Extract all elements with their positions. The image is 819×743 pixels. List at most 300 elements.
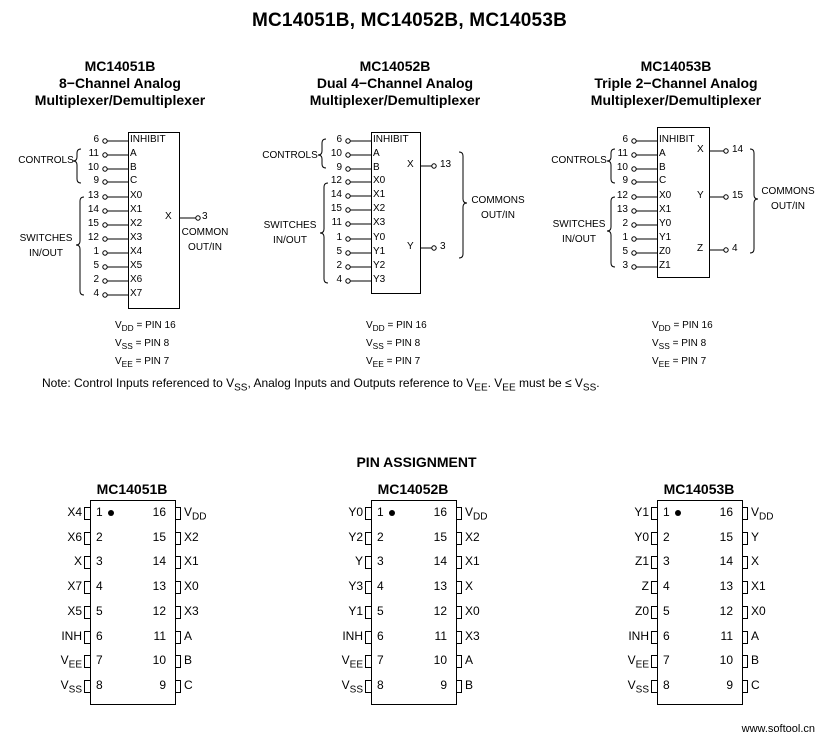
pin-signal: Z bbox=[641, 579, 649, 594]
pin-stub bbox=[175, 606, 181, 619]
pin-assignment-heading: PIN ASSIGNMENT bbox=[356, 454, 477, 470]
heading-line: Multiplexer/Demultiplexer bbox=[590, 92, 762, 108]
pin-signal: A bbox=[751, 628, 760, 643]
label-line: IN/OUT bbox=[562, 234, 596, 245]
pin-number: 9 bbox=[159, 677, 166, 692]
pin-number: 9 bbox=[336, 162, 342, 173]
heading-line: 8−Channel Analog bbox=[58, 75, 181, 91]
common-label bbox=[180, 225, 230, 255]
pin-signal: X3 bbox=[465, 628, 480, 643]
pin-left-label bbox=[597, 604, 649, 618]
pin-label: Z1 bbox=[659, 260, 671, 271]
pin-signal: X bbox=[751, 554, 760, 569]
pin-number: 2 bbox=[336, 260, 342, 271]
pin-signal-sub: DD bbox=[192, 511, 207, 523]
vdd-pin: $V_{DD}$ = PIN 16 bbox=[115, 320, 176, 333]
pin-number: 3 bbox=[202, 211, 208, 222]
pin-signal: Y bbox=[751, 529, 760, 544]
pin-signal: V bbox=[751, 505, 760, 519]
pin-number: 12 bbox=[616, 190, 628, 201]
pin-number: 10 bbox=[152, 653, 166, 668]
pin-right-label bbox=[184, 629, 192, 643]
pin-number: 4 bbox=[663, 579, 670, 594]
pin-left-label bbox=[597, 629, 649, 643]
pin-number: 4 bbox=[377, 579, 384, 594]
pin-left-label bbox=[30, 604, 82, 618]
power-pins bbox=[366, 318, 427, 372]
label-line: OUT/IN bbox=[188, 242, 222, 253]
vss-pin: $V_{SS}$ = PIN 8 bbox=[652, 338, 707, 351]
pin-right-label bbox=[465, 554, 480, 568]
label-line: OUT/IN bbox=[771, 201, 805, 212]
pin-left-label bbox=[311, 678, 363, 695]
pin-number: 13 bbox=[433, 579, 447, 594]
pin-signal: A bbox=[184, 628, 193, 643]
vss-pin: $V_{SS}$ = PIN 8 bbox=[366, 338, 421, 351]
pin-label: X3 bbox=[373, 217, 386, 228]
package-title: MC14052B bbox=[377, 481, 449, 497]
pin-number: 15 bbox=[433, 529, 447, 544]
pin-number: 3 bbox=[663, 554, 670, 569]
pin-signal: Z1 bbox=[634, 554, 649, 569]
pin-number: 13 bbox=[719, 579, 733, 594]
pin-signal-sub: EE bbox=[349, 659, 363, 671]
pin-signal: INH bbox=[628, 628, 649, 643]
pin-number: 13 bbox=[616, 204, 628, 215]
pin-label: Y2 bbox=[373, 260, 386, 271]
pin-number: 11 bbox=[434, 628, 447, 643]
label-line: COMMON bbox=[181, 227, 229, 238]
pin-signal: V bbox=[60, 677, 69, 692]
heading-line: Multiplexer/Demultiplexer bbox=[34, 92, 206, 108]
pin-stub bbox=[742, 655, 748, 668]
pin-left-label bbox=[597, 653, 649, 670]
vdd-pin: $V_{DD}$ = PIN 16 bbox=[366, 320, 427, 333]
page-title: MC14051B, MC14052B, MC14053B bbox=[251, 10, 568, 31]
pin-label: X1 bbox=[659, 204, 672, 215]
pin-number: 14 bbox=[330, 189, 342, 200]
pin-signal: INH bbox=[61, 628, 82, 643]
pin-number: 15 bbox=[719, 529, 733, 544]
pin-number: 8 bbox=[377, 677, 384, 692]
pin-signal: Y1 bbox=[634, 505, 649, 519]
pin-number: 12 bbox=[87, 232, 99, 243]
pin-number: 11 bbox=[617, 148, 628, 159]
label-line: SWITCHES bbox=[19, 233, 73, 244]
pin-signal: X0 bbox=[184, 579, 199, 594]
pin-signal-sub: SS bbox=[635, 684, 649, 696]
pin-number: 12 bbox=[152, 603, 166, 618]
pin-number: 3 bbox=[96, 554, 103, 569]
label-line: IN/OUT bbox=[273, 235, 307, 246]
pin-stub bbox=[651, 655, 657, 668]
pin-label: Y0 bbox=[659, 218, 672, 229]
pin-right-label bbox=[465, 579, 473, 593]
pin-number: 4 bbox=[732, 243, 738, 254]
pin-signal: V bbox=[341, 653, 350, 668]
pin-signal: INH bbox=[342, 628, 363, 643]
label-line: SWITCHES bbox=[263, 220, 317, 231]
pin-signal: V bbox=[465, 505, 474, 519]
pin-number: 9 bbox=[440, 677, 447, 692]
pin-left-label bbox=[311, 579, 363, 593]
pin1-dot bbox=[389, 510, 395, 516]
pin-stub bbox=[84, 655, 90, 668]
pin-left-label bbox=[311, 530, 363, 544]
pin-number: 15 bbox=[87, 218, 99, 229]
pin-right-label bbox=[465, 629, 480, 643]
pin-number: 11 bbox=[153, 628, 166, 643]
pin-number: 6 bbox=[336, 134, 342, 145]
pin-label: Z0 bbox=[659, 246, 671, 257]
pin-stub bbox=[742, 606, 748, 619]
pin-right-label bbox=[751, 505, 773, 522]
pin-number: 10 bbox=[719, 653, 733, 668]
pin-signal: X2 bbox=[184, 529, 199, 544]
pin-number: 9 bbox=[726, 677, 733, 692]
pin-right-label bbox=[184, 530, 199, 544]
pin-label: X0 bbox=[659, 190, 672, 201]
pin-stub bbox=[651, 556, 657, 569]
pin-number: 10 bbox=[433, 653, 447, 668]
pin-number: 2 bbox=[663, 529, 670, 544]
pin-stub bbox=[84, 631, 90, 644]
pin-signal: X3 bbox=[184, 603, 199, 618]
pin-number: 2 bbox=[93, 274, 99, 285]
heading-line: Multiplexer/Demultiplexer bbox=[309, 92, 481, 108]
pin-number: 5 bbox=[663, 603, 670, 618]
pin-left-label bbox=[311, 505, 363, 519]
pin-number: 5 bbox=[622, 246, 628, 257]
pin-number: 9 bbox=[93, 175, 99, 186]
label-line: SWITCHES bbox=[552, 219, 606, 230]
pin-number: 15 bbox=[152, 529, 166, 544]
pin-stub bbox=[365, 581, 371, 594]
pin-right-label bbox=[751, 629, 759, 643]
pin-signal: Z0 bbox=[634, 603, 649, 618]
power-pins bbox=[652, 318, 713, 372]
pin-stub bbox=[84, 556, 90, 569]
pin-stub bbox=[84, 680, 90, 693]
pin-right-label bbox=[751, 554, 759, 568]
pin-stub bbox=[742, 631, 748, 644]
pin-label: Y1 bbox=[373, 246, 386, 257]
pin-number: 12 bbox=[330, 175, 342, 186]
pin-label: X2 bbox=[373, 203, 386, 214]
pin-left-label bbox=[311, 629, 363, 643]
pin-signal: V bbox=[60, 653, 69, 668]
commons-label bbox=[758, 184, 818, 214]
pin-left-label bbox=[30, 579, 82, 593]
pin-label: X6 bbox=[130, 274, 143, 285]
pin-number: 16 bbox=[719, 505, 733, 519]
pin-number: 11 bbox=[720, 628, 733, 643]
pin-stub bbox=[742, 532, 748, 545]
pin-label: X5 bbox=[130, 260, 143, 271]
pin-stub bbox=[651, 606, 657, 619]
power-pins bbox=[115, 318, 176, 372]
pin-label: INHIBIT bbox=[659, 134, 695, 145]
pin-stub bbox=[742, 680, 748, 693]
pin-number: 11 bbox=[331, 217, 342, 228]
pin-signal: X4 bbox=[67, 505, 82, 519]
pin-signal: X bbox=[73, 554, 82, 569]
pin-label: Y3 bbox=[373, 274, 386, 285]
pin-signal: X2 bbox=[465, 529, 480, 544]
pin-stub bbox=[651, 680, 657, 693]
pin-stub bbox=[651, 532, 657, 545]
pin-number: 15 bbox=[732, 190, 744, 201]
pin-stub bbox=[365, 532, 371, 545]
pin-label: C bbox=[659, 175, 667, 186]
pin-number: 13 bbox=[87, 190, 99, 201]
pin-stub bbox=[456, 581, 462, 594]
pin-stub bbox=[84, 532, 90, 545]
vee-pin: $V_{EE}$ = PIN 7 bbox=[652, 356, 707, 369]
controls-label: CONTROLS bbox=[262, 150, 318, 161]
pin-number: 8 bbox=[96, 677, 103, 692]
pin-number: 13 bbox=[440, 159, 452, 170]
pin-signal: V bbox=[627, 677, 636, 692]
pin-number: 14 bbox=[719, 554, 733, 569]
pin-left-label bbox=[597, 554, 649, 568]
switches-label bbox=[262, 218, 318, 248]
pin-number: 6 bbox=[622, 134, 628, 145]
pin-number: 1 bbox=[663, 505, 670, 519]
pin-signal: B bbox=[751, 653, 760, 668]
pin-right-label bbox=[184, 604, 199, 618]
pin-number: 3 bbox=[440, 241, 446, 252]
pin-number: 4 bbox=[93, 288, 99, 299]
label-line: IN/OUT bbox=[29, 248, 63, 259]
pin-signal: V bbox=[341, 677, 350, 692]
switches-label bbox=[18, 231, 74, 261]
pin-stub bbox=[456, 680, 462, 693]
vss-pin: $V_{SS}$ = PIN 8 bbox=[115, 338, 170, 351]
pin-right-label bbox=[751, 604, 766, 618]
pin-label: Y bbox=[697, 190, 704, 201]
pin-right-label bbox=[751, 579, 766, 593]
pin-stub bbox=[175, 507, 181, 520]
pin-right-label bbox=[751, 678, 760, 692]
pin-stub bbox=[365, 631, 371, 644]
vee-pin: $V_{EE}$ = PIN 7 bbox=[366, 356, 421, 369]
pin-signal-sub: EE bbox=[68, 659, 82, 671]
pin-left-label bbox=[30, 678, 82, 695]
pin-number: 15 bbox=[330, 203, 342, 214]
pin-signal-sub: SS bbox=[349, 684, 363, 696]
pin-number: 5 bbox=[377, 603, 384, 618]
pin-stub bbox=[175, 556, 181, 569]
controls-label: CONTROLS bbox=[18, 155, 74, 166]
pin-number: 3 bbox=[377, 554, 384, 569]
pin-left-label bbox=[30, 530, 82, 544]
pin-stub bbox=[365, 507, 371, 520]
pin-stub bbox=[742, 556, 748, 569]
pin-signal: C bbox=[751, 677, 760, 692]
pin-signal: X1 bbox=[465, 554, 480, 569]
pin-stub bbox=[651, 631, 657, 644]
pin-right-label bbox=[184, 554, 199, 568]
pin-left-label bbox=[597, 530, 649, 544]
pin-label: X2 bbox=[130, 218, 143, 229]
pin-stub bbox=[175, 532, 181, 545]
pin-label: B bbox=[659, 162, 666, 173]
pin-label: X bbox=[165, 211, 172, 222]
pin-stub bbox=[175, 631, 181, 644]
pin-number: 2 bbox=[377, 529, 384, 544]
pin-label: X4 bbox=[130, 246, 143, 257]
pin-signal: Y0 bbox=[348, 505, 363, 519]
vdd-pin: $V_{DD}$ = PIN 16 bbox=[652, 320, 713, 333]
pin-right-label bbox=[465, 604, 480, 618]
pin-label: X bbox=[697, 144, 704, 155]
pin-stub bbox=[456, 532, 462, 545]
pin-stub bbox=[742, 507, 748, 520]
pin1-dot bbox=[108, 510, 114, 516]
pin-stub bbox=[84, 606, 90, 619]
pin-signal: X7 bbox=[67, 579, 82, 594]
pin-stub bbox=[651, 507, 657, 520]
pin-label: Y1 bbox=[659, 232, 672, 243]
pin1-dot bbox=[675, 510, 681, 516]
pin-number: 4 bbox=[96, 579, 103, 594]
pin-label: B bbox=[373, 162, 380, 173]
pin-right-label bbox=[184, 678, 193, 692]
pin-number: 2 bbox=[96, 529, 103, 544]
pin-left-label bbox=[311, 554, 363, 568]
pin-number: 1 bbox=[377, 505, 384, 519]
pin-label: X bbox=[407, 159, 414, 170]
pin-label: X0 bbox=[373, 175, 386, 186]
vee-pin: $V_{EE}$ = PIN 7 bbox=[115, 356, 170, 369]
pin-number: 6 bbox=[377, 628, 384, 643]
pin-number: 11 bbox=[88, 148, 99, 159]
pin-right-label bbox=[465, 678, 473, 692]
pin-number: 7 bbox=[377, 653, 384, 668]
pin-label: X1 bbox=[130, 204, 143, 215]
pin-stub bbox=[456, 631, 462, 644]
label-line: COMMONS bbox=[761, 186, 815, 197]
pin-stub bbox=[175, 655, 181, 668]
pin-stub bbox=[456, 507, 462, 520]
pin-number: 14 bbox=[433, 554, 447, 569]
pin-number: 1 bbox=[336, 232, 342, 243]
pin-stub bbox=[365, 606, 371, 619]
pin-signal: V bbox=[184, 505, 193, 519]
pin-label: Y0 bbox=[373, 232, 386, 243]
pin-label: X0 bbox=[130, 190, 143, 201]
pin-number: 1 bbox=[622, 232, 628, 243]
pin-signal: X1 bbox=[751, 579, 766, 594]
pin-number: 6 bbox=[663, 628, 670, 643]
pin-label: Y bbox=[407, 241, 414, 252]
package-title: MC14051B bbox=[96, 481, 168, 497]
heading-line: MC14052B bbox=[359, 58, 431, 74]
pin-number: 13 bbox=[152, 579, 166, 594]
pin-number: 12 bbox=[719, 603, 733, 618]
pin-right-label bbox=[184, 653, 192, 667]
pin-stub bbox=[365, 680, 371, 693]
pin-label: INHIBIT bbox=[373, 134, 409, 145]
heading-line: Dual 4−Channel Analog bbox=[316, 75, 474, 91]
pin-number: 10 bbox=[330, 148, 342, 159]
note-text: Note: Control Inputs referenced to $V_{SS}$, Analog Inputs and Outputs reference to $V_{EE}$. $V_{EE}$ must be ≤ $V_{SS}$. bbox=[42, 376, 600, 394]
heading-line: MC14053B bbox=[640, 58, 712, 74]
pin-number: 1 bbox=[93, 246, 99, 257]
commons-label bbox=[468, 193, 528, 223]
pin-signal: Y0 bbox=[634, 529, 649, 544]
controls-label: CONTROLS bbox=[551, 155, 607, 166]
pin-stub bbox=[365, 556, 371, 569]
pin-right-label bbox=[751, 653, 759, 667]
pin-label: X7 bbox=[130, 288, 143, 299]
pin-number: 7 bbox=[96, 653, 103, 668]
pin-right-label bbox=[751, 530, 759, 544]
label-line: OUT/IN bbox=[481, 210, 515, 221]
pin-label: X1 bbox=[373, 189, 386, 200]
pin-stub bbox=[651, 581, 657, 594]
pin-number: 12 bbox=[433, 603, 447, 618]
pin-left-label bbox=[597, 678, 649, 695]
pin-signal-sub: DD bbox=[473, 511, 488, 523]
pin-number: 9 bbox=[622, 175, 628, 186]
pin-right-label bbox=[184, 505, 206, 522]
pin-right-label bbox=[465, 653, 473, 667]
pin-right-label bbox=[465, 530, 480, 544]
pin-signal: A bbox=[465, 653, 474, 668]
pin-signal: B bbox=[184, 653, 193, 668]
heading-line: Triple 2−Channel Analog bbox=[594, 75, 758, 91]
pin-signal: X6 bbox=[67, 529, 82, 544]
pin-signal: Y2 bbox=[348, 529, 363, 544]
pin-label: A bbox=[659, 148, 666, 159]
pin-left-label bbox=[30, 629, 82, 643]
pin-stub bbox=[456, 556, 462, 569]
pin-stub bbox=[175, 581, 181, 594]
pin-stub bbox=[175, 680, 181, 693]
watermark: www.softool.cn bbox=[741, 723, 815, 735]
pin-signal: X0 bbox=[465, 603, 480, 618]
pin-number: 7 bbox=[663, 653, 670, 668]
pin-label: B bbox=[130, 162, 137, 173]
pin-left-label bbox=[30, 554, 82, 568]
pin-left-label bbox=[597, 579, 649, 593]
pin-number: 2 bbox=[622, 218, 628, 229]
pin-number: 10 bbox=[87, 162, 99, 173]
pin-left-label bbox=[30, 653, 82, 670]
pin-signal-sub: EE bbox=[635, 659, 649, 671]
pin-number: 16 bbox=[433, 505, 447, 519]
pin-signal: Y bbox=[354, 554, 363, 569]
heading-line: MC14051B bbox=[84, 58, 156, 74]
pin-number: 16 bbox=[152, 505, 166, 519]
pin-signal: X bbox=[465, 579, 474, 594]
pin-left-label bbox=[30, 505, 82, 519]
switches-label bbox=[551, 217, 607, 247]
pin-number: 6 bbox=[96, 628, 103, 643]
pin-number: 5 bbox=[93, 260, 99, 271]
pin-stub bbox=[456, 606, 462, 619]
pin-signal: Y3 bbox=[348, 579, 363, 594]
pin-number: 4 bbox=[336, 274, 342, 285]
pin-signal: C bbox=[184, 677, 193, 692]
pin-signal: X5 bbox=[67, 603, 82, 618]
pin-number: 5 bbox=[96, 603, 103, 618]
pin-signal: X1 bbox=[184, 554, 199, 569]
pin-label: A bbox=[373, 148, 380, 159]
pin-signal-sub: SS bbox=[68, 684, 82, 696]
